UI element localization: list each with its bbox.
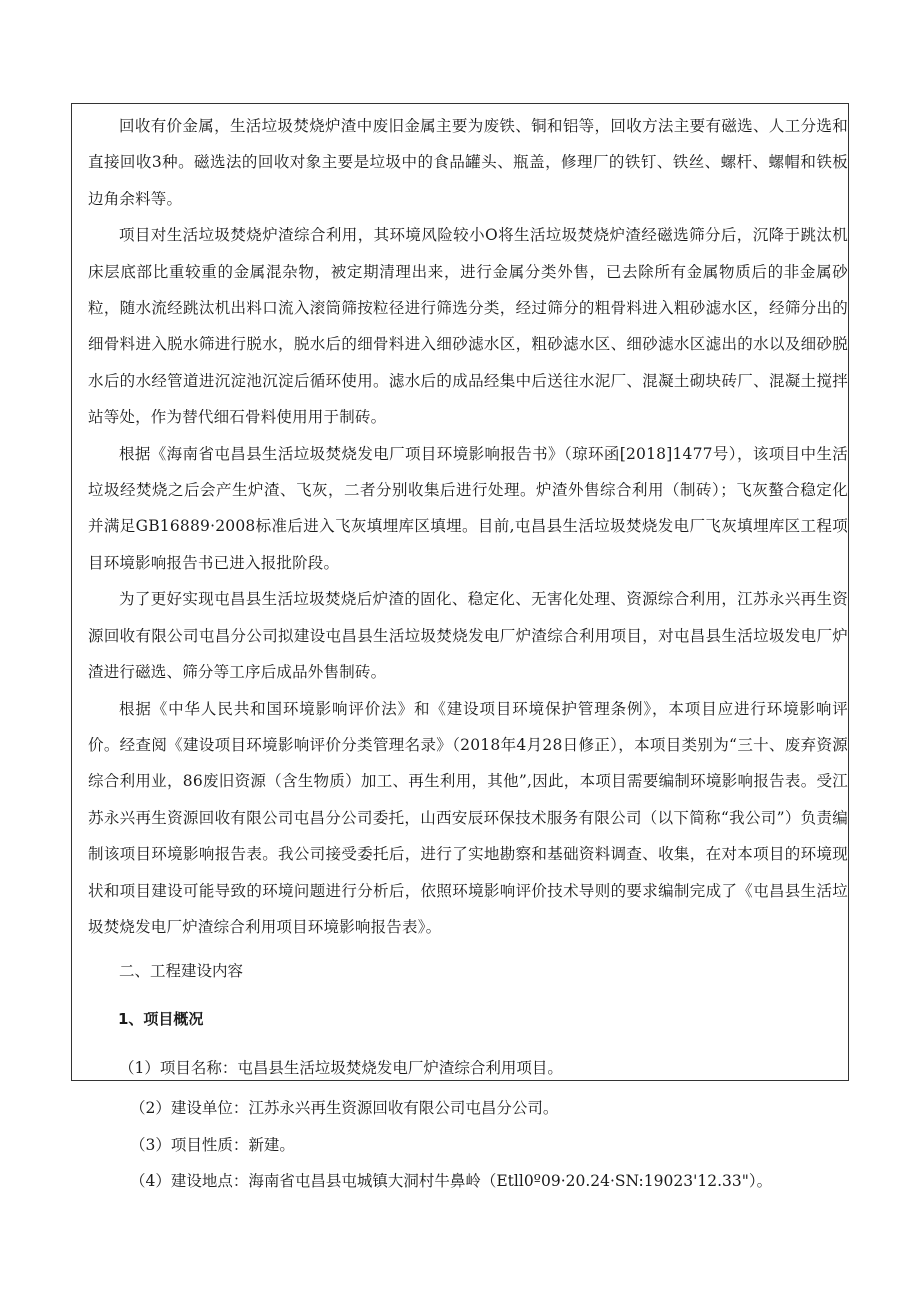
item-location: （4）建设地点：海南省屯昌县屯城镇大洞村牛鼻岭（Etll0º09·20.24·SN:19023'12.33"）。: [130, 1172, 773, 1190]
item-construction-unit: （2）建设单位：江苏永兴再生资源回收有限公司屯昌分公司。: [130, 1099, 559, 1117]
items-below-frame: [116, 1090, 856, 1200]
document-body: [88, 108, 848, 1093]
paragraph-metal-recovery: 回收有价金属，生活垃圾焚烧炉渣中废旧金属主要为废铁、铜和铝等，回收方法主要有磁选、人工分选和直接回收3种。磁选法的回收对象主要是垃圾中的食品罐头、瓶盖，修理厂的铁钉、铁丝、螺杆、螺帽和铁板边角余料等。: [88, 117, 848, 208]
paragraph-legal-basis: 根据《中华人民共和国环境影响评价法》和《建设项目环境保护管理条例》，本项目应进行环境影响评价。经查阅《建设项目环境影响评价分类管理名录》（2018年4月28日修正），本项目类别为“三十、废弃资源综合利用业，86废旧资源（含生物质）加工、再生利用，其他”,因此，本项目需要编制环境影响报告表。受江苏永兴再生资源回收有限公司屯昌分公司委托，山西安辰环保技术服务有限公司（以下简称“我公司”）负责编制该项目环境影响报告表。我公司接受委托后，进行了实地勘察和基础资料调查、收集，在对本项目的环境现状和项目建设可能导致的环境问题进行分析后，依照环境影响评价技术导则的要求编制完成了《屯昌县生活垃圾焚烧发电厂炉渣综合利用项目环境影响报告表》。: [88, 699, 848, 936]
paragraph-eia-reference: 根据《海南省屯昌县生活垃圾焚烧发电厂项目环境影响报告书》（琼环函[2018]1477号），该项目中生活垃圾经焚烧之后会产生炉渣、飞灰，二者分别收集后进行处理。炉渣外售综合利用（制砖）；飞灰螯合稳定化并满足GB16889·2008标准后进入飞灰填埋库区填埋。目前,屯昌县生活垃圾焚烧发电厂飞灰填埋库区工程项目环境影响报告书已进入报批阶段。: [88, 444, 848, 572]
sub-heading: 1、项目概况: [118, 1010, 204, 1029]
paragraph-project-purpose: 为了更好实现屯昌县生活垃圾焚烧后炉渣的固化、稳定化、无害化处理、资源综合利用，江苏永兴再生资源回收有限公司屯昌分公司拟建设屯昌县生活垃圾焚烧发电厂炉渣综合利用项目，对屯昌县生活垃圾发电厂炉渣进行磁选、筛分等工序后成品外售制砖。: [88, 590, 848, 682]
paragraph-slag-process: 项目对生活垃圾焚烧炉渣综合利用，其环境风险较小O将生活垃圾焚烧炉渣经磁选筛分后，沉降于跳汰机床层底部比重较重的金属混杂物，被定期清理出来，进行金属分类外售，已去除所有金属物质后的非金属砂粒，随水流经跳汰机出料口流入滚筒筛按粒径进行筛选分类，经过筛分的粗骨料进入粗砂滤水区，经筛分出的细骨料进入脱水筛进行脱水，脱水后的细骨料进入细砂滤水区，粗砂滤水区、细砂滤水区滤出的水以及细砂脱水后的水经管道进沉淀池沉淀后循环使用。滤水后的成品经集中后送往水泥厂、混凝土砌块砖厂、混凝土搅拌站等处，作为替代细石骨料使用用于制砖。: [88, 226, 848, 427]
item-project-name: （1）项目名称：屯昌县生活垃圾焚烧发电厂炉渣综合利用项目。: [119, 1059, 563, 1078]
section-heading: 二、工程建设内容: [119, 962, 244, 981]
item-project-nature: （3）项目性质：新建。: [130, 1135, 295, 1154]
